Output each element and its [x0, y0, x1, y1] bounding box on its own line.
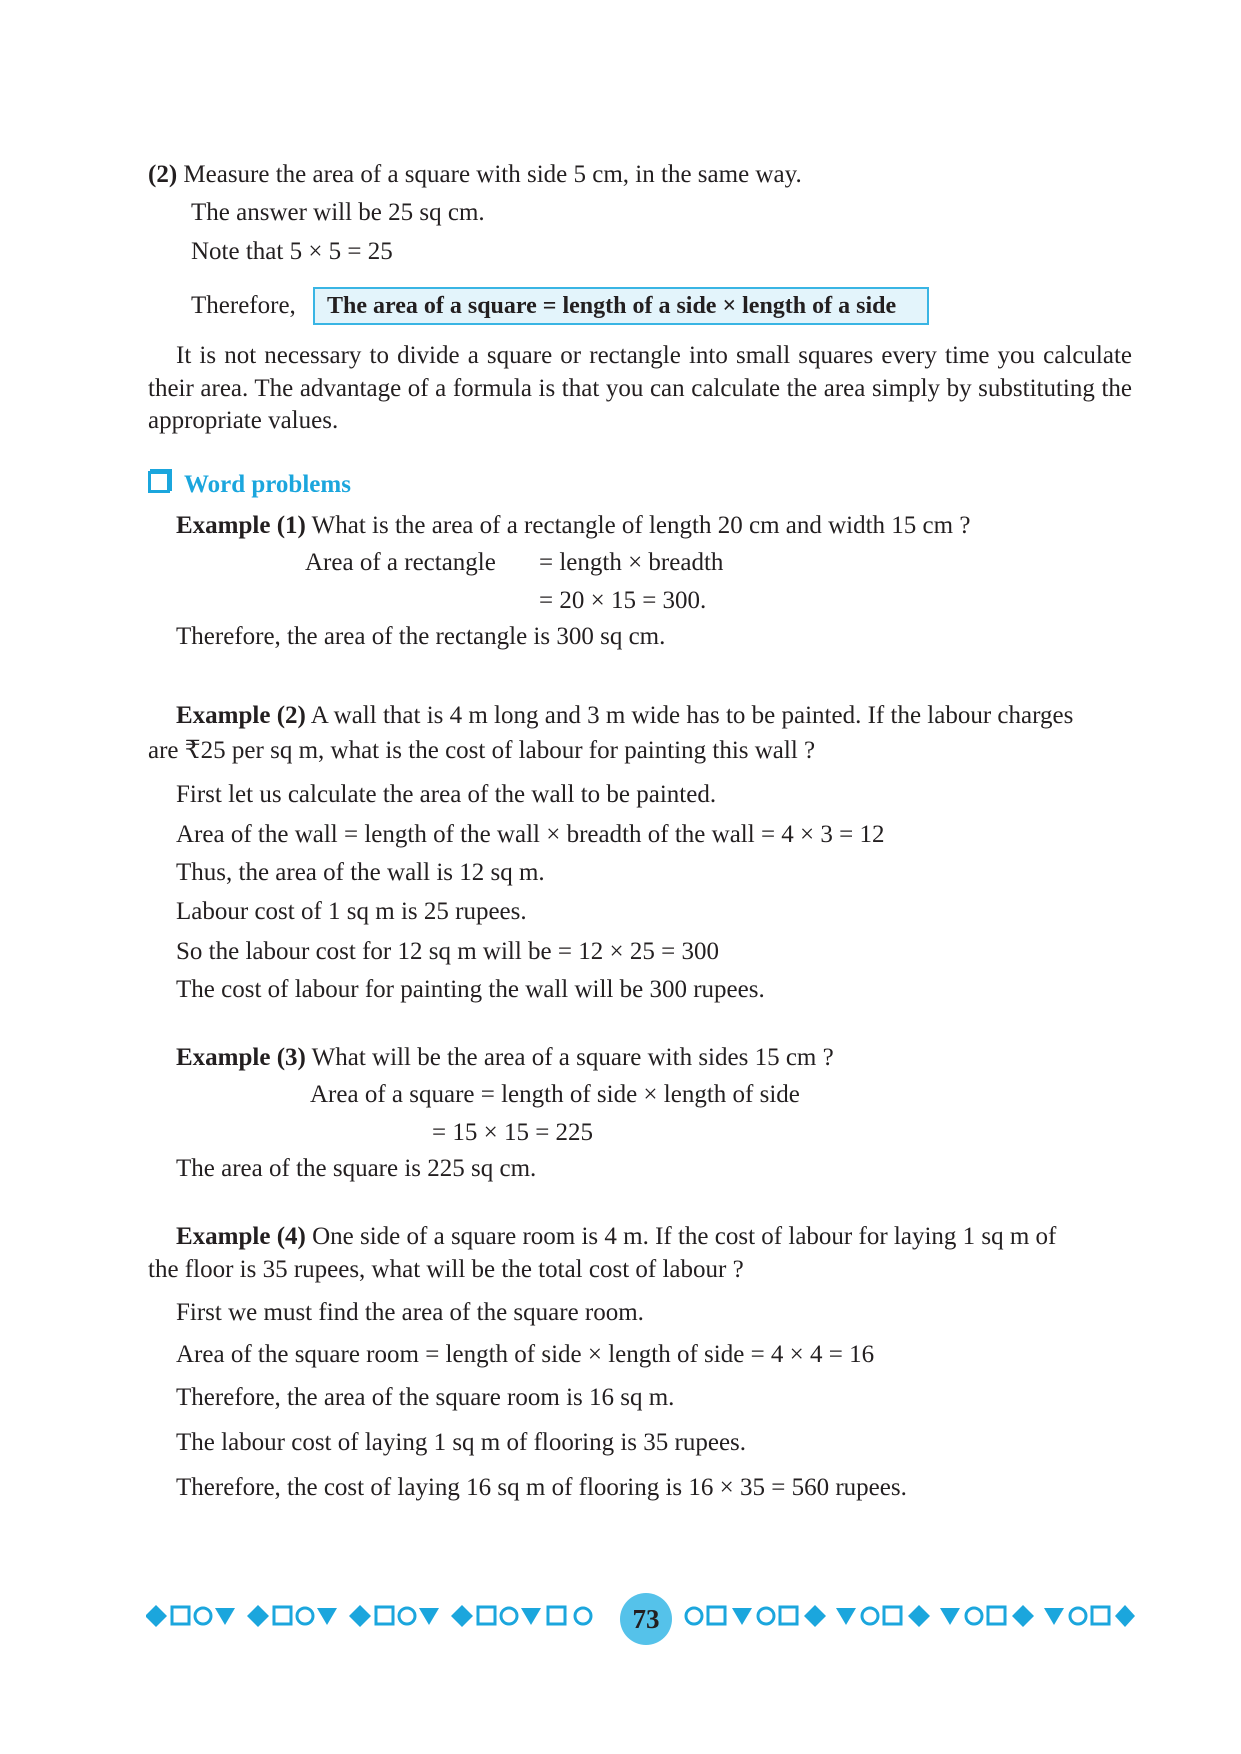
example4-step2: Area of the square room = length of side × length of side = 4 × 4 = 16: [176, 1341, 875, 1368]
square-area-formula-box: The area of a square = length of a side × length of a side: [313, 287, 929, 325]
example1-rhs2: = 20 × 15 = 300.: [539, 587, 707, 614]
footer-shape-border-right-icon: [684, 1600, 1136, 1632]
part2-text1: Measure the area of a square with side 5 cm, in the same way.: [183, 161, 802, 188]
example4-step4: The labour cost of laying 1 sq m of flooring is 35 rupees.: [176, 1429, 747, 1456]
example2-step5: So the labour cost for 12 sq m will be = 12 × 25 = 300: [176, 938, 719, 965]
example1-rhs1: = length × breadth: [539, 549, 724, 576]
example4-question-line2: the floor is 35 rupees, what will be the total cost of labour ?: [148, 1256, 744, 1283]
example2-question-text1: A wall that is 4 m long and 3 m wide has to be painted. If the labour charges: [310, 702, 1074, 729]
example2-question-line2: are ₹25 per sq m, what is the cost of labour for painting this wall ?: [148, 737, 816, 764]
example2-step4: Labour cost of 1 sq m is 25 rupees.: [176, 898, 527, 925]
part2-number: (2): [148, 161, 178, 188]
example2-step6: The cost of labour for painting the wall will be 300 rupees.: [176, 976, 765, 1003]
example2-question-line1: [176, 701, 1073, 731]
example4-step1: First we must find the area of the square room.: [176, 1299, 644, 1326]
example2-step3: Thus, the area of the wall is 12 sq m.: [176, 859, 545, 886]
section-heading-text: Word problems: [184, 471, 351, 498]
example1-question-text: What is the area of a rectangle of length 20 cm and width 15 cm ?: [311, 512, 971, 539]
example3-conclusion: The area of the square is 225 sq cm.: [176, 1155, 537, 1182]
intro-paragraph: It is not necessary to divide a square or rectangle into small squares every time you calculate their area. The advantage of a formula is that you can calculate the area simply by substituting the appropriate values.: [148, 342, 1132, 434]
example4-question-text1: One side of a square room is 4 m. If the cost of labour for laying 1 sq m of: [312, 1223, 1057, 1250]
example4-step3: Therefore, the area of the square room is 16 sq m.: [176, 1384, 675, 1411]
example3-lhs: Area of a square = length of side × length of side: [310, 1081, 800, 1108]
footer-shape-border-left-icon: [146, 1600, 606, 1632]
example3-question-text: What will be the area of a square with sides 15 cm ?: [311, 1044, 834, 1071]
example2-step1: First let us calculate the area of the wall to be painted.: [176, 781, 717, 808]
example4-step5: Therefore, the cost of laying 16 sq m of flooring is 16 × 35 = 560 rupees.: [176, 1474, 907, 1501]
section-heading: [148, 470, 351, 500]
therefore-label: Therefore,: [191, 292, 296, 319]
example3-rhs: = 15 × 15 = 225: [432, 1119, 594, 1146]
example2-label: Example (2): [176, 702, 306, 729]
example1-lhs: Area of a rectangle: [305, 549, 496, 576]
example1-conclusion: Therefore, the area of the rectangle is 300 sq cm.: [176, 623, 666, 650]
example3-question: [176, 1043, 834, 1073]
page-number: 73: [620, 1593, 672, 1645]
example4-label: Example (4): [176, 1223, 306, 1250]
part2-line3: Note that 5 × 5 = 25: [191, 238, 393, 265]
checkbox-bullet-icon: [148, 471, 170, 493]
example1-question: [176, 511, 970, 541]
example3-label: Example (3): [176, 1044, 306, 1071]
example2-step2: Area of the wall = length of the wall × breadth of the wall = 4 × 3 = 12: [176, 821, 885, 848]
example4-question-line1: [176, 1222, 1056, 1252]
example1-label: Example (1): [176, 512, 306, 539]
part2-line2: The answer will be 25 sq cm.: [191, 199, 485, 226]
part2-line1: [148, 160, 802, 190]
